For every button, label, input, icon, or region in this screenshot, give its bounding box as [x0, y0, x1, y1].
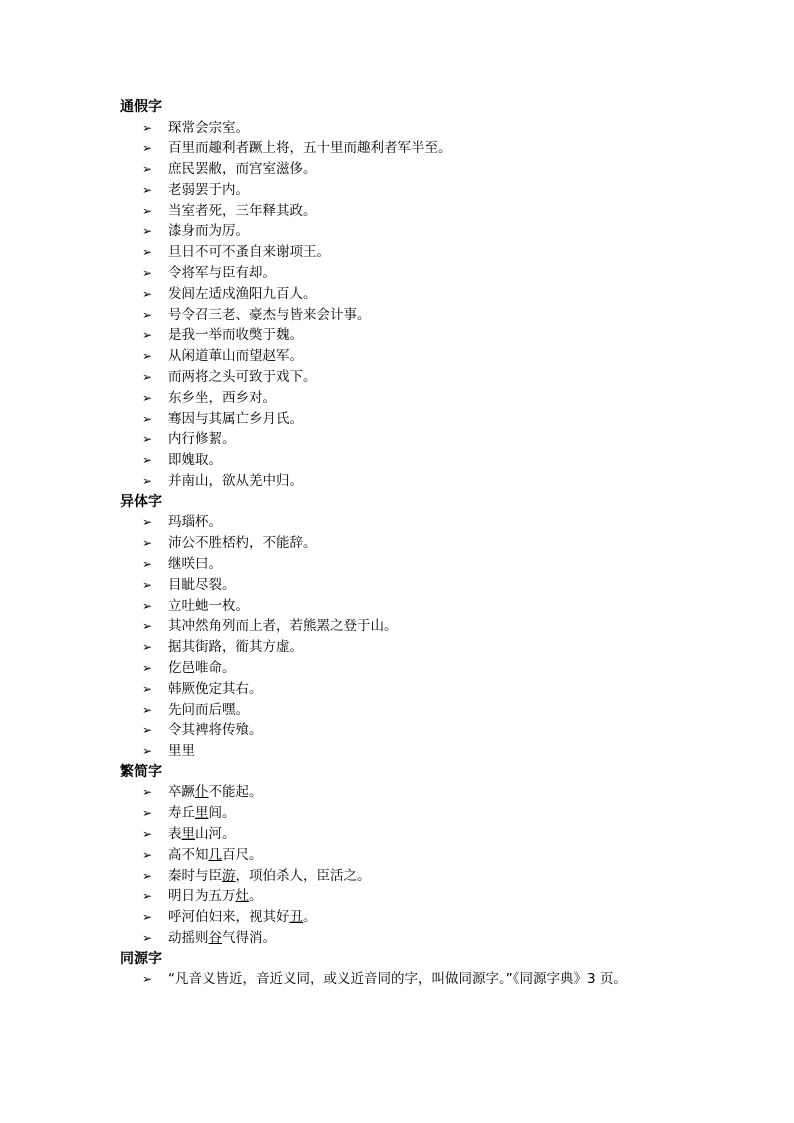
- arrow-bullet-icon: ➢: [142, 515, 153, 530]
- underlined-char: 丑: [289, 909, 303, 926]
- item-text: 而两将之头可致于戏下。: [168, 369, 317, 386]
- list-item: [120, 429, 720, 450]
- underlined-char: 里: [181, 826, 195, 842]
- arrow-bullet-icon: ➢: [142, 182, 153, 197]
- section-tongyuanzi: [120, 949, 720, 990]
- list-item: [120, 616, 720, 637]
- arrow-bullet-icon: ➢: [142, 453, 153, 468]
- document-page: [120, 97, 720, 990]
- arrow-bullet-icon: ➢: [142, 286, 153, 301]
- item-text: 不能起。: [208, 784, 263, 801]
- arrow-bullet-icon: ➢: [142, 556, 153, 571]
- underlined-char: 几: [208, 846, 222, 863]
- list-item: [120, 512, 720, 533]
- arrow-bullet-icon: ➢: [142, 847, 153, 862]
- arrow-bullet-icon: ➢: [142, 723, 153, 738]
- bullet-list: [120, 118, 720, 492]
- list-item: [120, 221, 720, 242]
- list-item: [120, 554, 720, 575]
- item-text: 里里: [168, 743, 195, 760]
- list-item: [120, 720, 720, 741]
- list-item: [120, 201, 720, 222]
- list-item: [120, 782, 720, 803]
- arrow-bullet-icon: ➢: [142, 390, 153, 405]
- arrow-bullet-icon: ➢: [142, 972, 153, 987]
- item-text: 表: [168, 826, 182, 842]
- list-item: [120, 907, 720, 928]
- underlined-char: 谷: [208, 929, 222, 946]
- arrow-bullet-icon: ➢: [142, 203, 153, 218]
- item-text: 仡邑唯命。: [168, 659, 236, 676]
- item-text: 先问而后嘿。: [168, 701, 249, 718]
- arrow-bullet-icon: ➢: [142, 474, 153, 489]
- item-text: 玛瑙杯。: [168, 514, 222, 531]
- item-text: 骞因与其属亡乡月氏。: [168, 410, 303, 427]
- arrow-bullet-icon: ➢: [142, 577, 153, 592]
- underlined-char: 灶: [235, 888, 249, 905]
- arrow-bullet-icon: ➢: [142, 307, 153, 322]
- item-text: 从闲道莗山而望赵军。: [168, 348, 303, 365]
- arrow-bullet-icon: ➢: [142, 224, 153, 239]
- list-item: [120, 450, 720, 471]
- arrow-bullet-icon: ➢: [142, 432, 153, 447]
- list-item: [120, 969, 688, 990]
- item-text: 即媿取。: [168, 452, 222, 469]
- section-fanjianzi: [120, 762, 720, 949]
- list-item: [120, 658, 720, 679]
- item-text: 琛常会宗室。: [168, 119, 249, 136]
- arrow-bullet-icon: ➢: [142, 702, 153, 717]
- item-text: 百尺。: [222, 846, 263, 863]
- arrow-bullet-icon: ➢: [142, 411, 153, 426]
- list-item: [120, 118, 720, 139]
- item-text: 内行修絜。: [168, 431, 236, 448]
- item-text: 沛公不胜桮杓，不能辞。: [168, 535, 317, 552]
- item-text: 高不知: [168, 846, 209, 863]
- list-item: [120, 803, 720, 824]
- arrow-bullet-icon: ➢: [142, 660, 153, 675]
- list-item: [120, 346, 720, 367]
- list-item: [120, 845, 720, 866]
- list-item: [120, 679, 720, 700]
- arrow-bullet-icon: ➢: [142, 889, 153, 904]
- item-text: 。: [249, 888, 263, 905]
- arrow-bullet-icon: ➢: [142, 910, 153, 925]
- item-text: “凡音义皆近，音近义同，或义近音同的字，叫做同源字。”《同源字典》3 页。: [168, 971, 627, 988]
- list-item: [120, 367, 720, 388]
- arrow-bullet-icon: ➢: [142, 619, 153, 634]
- arrow-bullet-icon: ➢: [142, 827, 153, 841]
- section-heading: 通假字: [120, 99, 162, 115]
- list-item: [120, 741, 720, 762]
- arrow-bullet-icon: ➢: [142, 141, 153, 156]
- underlined-char: 仆: [195, 784, 209, 801]
- list-item: [120, 284, 720, 305]
- item-text: 目眦尽裂。: [168, 576, 236, 593]
- arrow-bullet-icon: ➢: [142, 120, 153, 135]
- arrow-bullet-icon: ➢: [142, 785, 153, 800]
- item-text: 其冲然角列而上者，若熊罴之登于山。: [168, 618, 398, 635]
- item-text: 是我一举而收獘于魏。: [168, 327, 303, 344]
- item-text: 令将军与臣有却。: [168, 265, 276, 282]
- item-text: 号令召三老、豪杰与皆来会计事。: [168, 306, 371, 323]
- item-text: 当室者死，三年释其政。: [168, 202, 317, 219]
- item-text: 老弱罢于内。: [168, 181, 249, 198]
- underlined-char: 里: [195, 805, 209, 822]
- item-text: 东乡坐，西乡对。: [168, 389, 276, 406]
- item-text: 立吐虵一枚。: [168, 597, 249, 614]
- item-text: 旦日不可不蚤自来谢项王。: [168, 244, 330, 261]
- section-heading: 繁简字: [120, 763, 162, 780]
- item-text: 气得消。: [222, 929, 276, 946]
- arrow-bullet-icon: ➢: [142, 328, 153, 343]
- item-text: 令其裨将传飱。: [168, 722, 263, 739]
- item-text: 明日为五万: [168, 888, 236, 905]
- section-heading: 异体字: [120, 493, 162, 510]
- arrow-bullet-icon: ➢: [142, 930, 153, 945]
- list-item: [120, 533, 720, 554]
- section-yitizi: [120, 492, 720, 762]
- item-text: 。: [303, 909, 317, 926]
- list-item: [120, 305, 720, 326]
- list-item: [120, 866, 720, 887]
- item-text: 庶民罢敝，而宫室滋侈。: [168, 161, 317, 178]
- item-text: 呼河伯妇来，视其好: [168, 909, 290, 926]
- bullet-list: [120, 512, 720, 762]
- item-text: 卒蹶: [168, 784, 195, 801]
- list-item: [120, 886, 720, 907]
- item-text: 闾。: [208, 805, 236, 822]
- item-text: 寿丘: [168, 805, 195, 822]
- arrow-bullet-icon: ➢: [142, 598, 153, 613]
- list-item: [120, 928, 720, 949]
- list-item: [120, 409, 720, 430]
- section-heading: 同源字: [120, 950, 162, 967]
- item-text: 继咲曰。: [168, 555, 222, 572]
- list-item: [120, 388, 720, 409]
- list-item: [120, 242, 720, 263]
- list-item: [120, 471, 720, 492]
- arrow-bullet-icon: ➢: [142, 806, 153, 821]
- list-item: [120, 180, 720, 201]
- item-text: 百里而趣利者蹶上将，五十里而趣利者军半至。: [168, 140, 452, 157]
- arrow-bullet-icon: ➢: [142, 744, 153, 759]
- item-text: 山河。: [195, 826, 236, 842]
- list-item: [120, 138, 720, 159]
- item-text: 秦时与臣: [168, 867, 222, 884]
- item-text: 动摇则: [168, 929, 209, 946]
- item-text: 漆身而为厉。: [168, 223, 249, 240]
- arrow-bullet-icon: ➢: [142, 245, 153, 260]
- underlined-char: 游: [222, 867, 236, 884]
- list-item: [120, 325, 720, 346]
- arrow-bullet-icon: ➢: [142, 266, 153, 281]
- arrow-bullet-icon: ➢: [142, 868, 153, 883]
- list-item: [120, 637, 720, 658]
- item-text: ，项伯杀人，臣活之。: [235, 867, 371, 884]
- item-text: 发闾左适戍渔阳九百人。: [168, 285, 317, 302]
- list-item: [120, 159, 720, 180]
- bullet-list: [120, 969, 720, 990]
- arrow-bullet-icon: ➢: [142, 370, 153, 385]
- list-item: [120, 700, 720, 721]
- arrow-bullet-icon: ➢: [142, 162, 153, 177]
- arrow-bullet-icon: ➢: [142, 640, 153, 655]
- list-item: [120, 263, 720, 284]
- item-text: 据其街路，衜其方虚。: [168, 639, 303, 656]
- arrow-bullet-icon: ➢: [142, 536, 153, 551]
- item-text: 韩厥俛定其右。: [168, 680, 263, 697]
- list-item: [120, 824, 720, 845]
- section-tongjiazi: [120, 97, 720, 492]
- arrow-bullet-icon: ➢: [142, 349, 153, 364]
- bullet-list: [120, 782, 720, 948]
- list-item: [120, 596, 720, 617]
- arrow-bullet-icon: ➢: [142, 681, 153, 696]
- list-item: [120, 575, 720, 596]
- item-text: 并南山，欲从羌中归。: [168, 473, 303, 490]
